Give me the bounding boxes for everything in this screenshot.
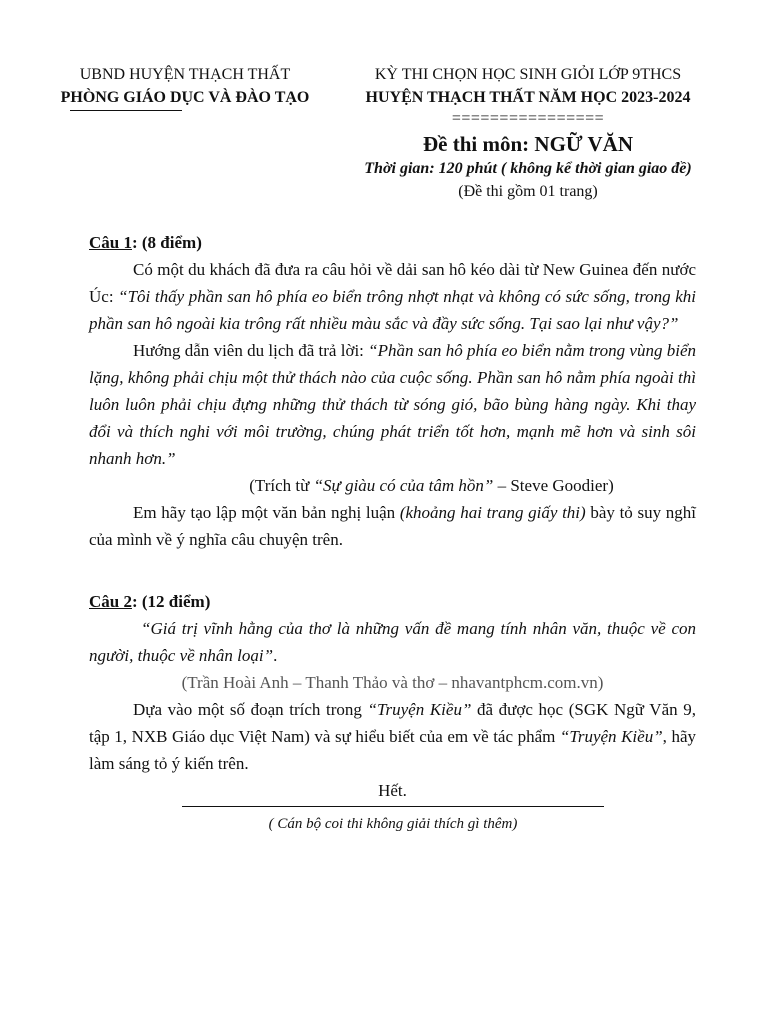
q2-task-a: Dựa vào một số đoạn trích trong: [133, 700, 368, 719]
q1-source-author: – Steve Goodier): [493, 476, 614, 495]
question-2: [89, 588, 696, 804]
department-name: UBND HUYỆN THẠCH THẤT: [79, 66, 291, 83]
q1-p2-text: Hướng dẫn viên du lịch đã trả lời:: [133, 341, 369, 360]
q2-task-work-1: “Truyện Kiều”: [367, 700, 472, 719]
question-2-heading: [89, 588, 696, 615]
office-name: PHÒNG GIÁO DỤC VÀ ĐÀO TẠO: [60, 89, 310, 106]
question-2-points: : (12 điểm): [131, 592, 211, 611]
question-1-heading: [89, 229, 696, 256]
question-1-label: Câu 1: [89, 233, 132, 252]
page-count-note: (Đề thi gồm 01 trang): [458, 183, 598, 200]
question-1-points: : (8 điểm): [131, 233, 202, 252]
question-1-paragraph-2: [89, 337, 696, 472]
time-limit: Thời gian: 120 phút ( không kể thời gian giao đề): [364, 160, 692, 177]
q1-p2-quote: “Phần san hô phía eo biển nằm trong vùng biển lặng, không phải chịu một thử thách nào của cuộc sống. Phần san hô nằm phía ngoài thì luôn luôn phải chịu đựng những thử thách từ sóng gió, bão bùng hàng ngày. Khi thay đổi và thích nghi với môi trường, chúng phát triển tốt hơn, mạnh mẽ hơn và sinh sôi nhanh hơn.”: [89, 341, 696, 468]
q2-task-c: đã được học (SGK Ngữ Văn 9, tập 1, NXB Giáo dục Việt Nam) và sự hiểu biết của em về tác phẩm: [89, 700, 696, 746]
q1-task-post: bày tỏ suy nghĩ của mình về ý nghĩa câu chuyện trên.: [89, 503, 697, 549]
question-1-paragraph-1: [89, 256, 696, 337]
question-2-source: (Trần Hoài Anh – Thanh Thảo và thơ – nhavantphcm.com.vn): [181, 673, 604, 692]
end-mark: Hết.: [378, 781, 407, 800]
question-1: [89, 229, 696, 553]
q1-task-italic: (khoảng hai trang giấy thi): [399, 503, 586, 522]
q1-source-title: “Sự giàu có của tâm hồn”: [313, 476, 494, 495]
q1-p1-quote: “Tôi thấy phần san hô phía eo biển trông nhợt nhạt và không có sức sống, trong khi phần san hô ngoài kia trông rất nhiều màu sắc và đầy sức sống. Tại sao lại như vậy?”: [89, 287, 696, 333]
q1-p1-text: Có một du khách đã đưa ra câu hỏi về dải san hô kéo dài từ New Guinea đến nước Úc:: [89, 260, 696, 306]
q2-quote-text: “Giá trị vĩnh hằng của thơ là những vấn đề mang tính nhân văn, thuộc về con người, thuộc về nhân loại”: [89, 619, 696, 665]
q2-quote-end: .: [273, 646, 278, 665]
q2-task-work-2: “Truyện Kiều”: [559, 727, 663, 746]
exam-subtitle: HUYỆN THẠCH THẤT NĂM HỌC 2023-2024: [365, 89, 691, 106]
end-divider: [182, 806, 604, 807]
question-2-quote: [89, 615, 696, 669]
q2-task-e: , hãy làm sáng tỏ ý kiến trên.: [89, 727, 696, 773]
exam-title: KỲ THI CHỌN HỌC SINH GIỎI LỚP 9THCS: [374, 66, 682, 83]
q1-task-pre: Em hãy tạo lập một văn bản nghị luận: [133, 503, 400, 522]
question-1-source: [89, 472, 696, 499]
header-divider: ================: [451, 110, 605, 127]
office-underline: [70, 110, 182, 111]
question-2-task: [89, 696, 696, 777]
q1-source-pre: (Trích từ: [249, 476, 314, 495]
proctor-note: ( Cán bộ coi thi không giải thích gì thêm): [268, 816, 518, 832]
question-2-label: Câu 2: [89, 592, 132, 611]
subject-title: Đề thi môn: NGỮ VĂN: [423, 132, 633, 156]
question-1-task: [89, 499, 696, 553]
